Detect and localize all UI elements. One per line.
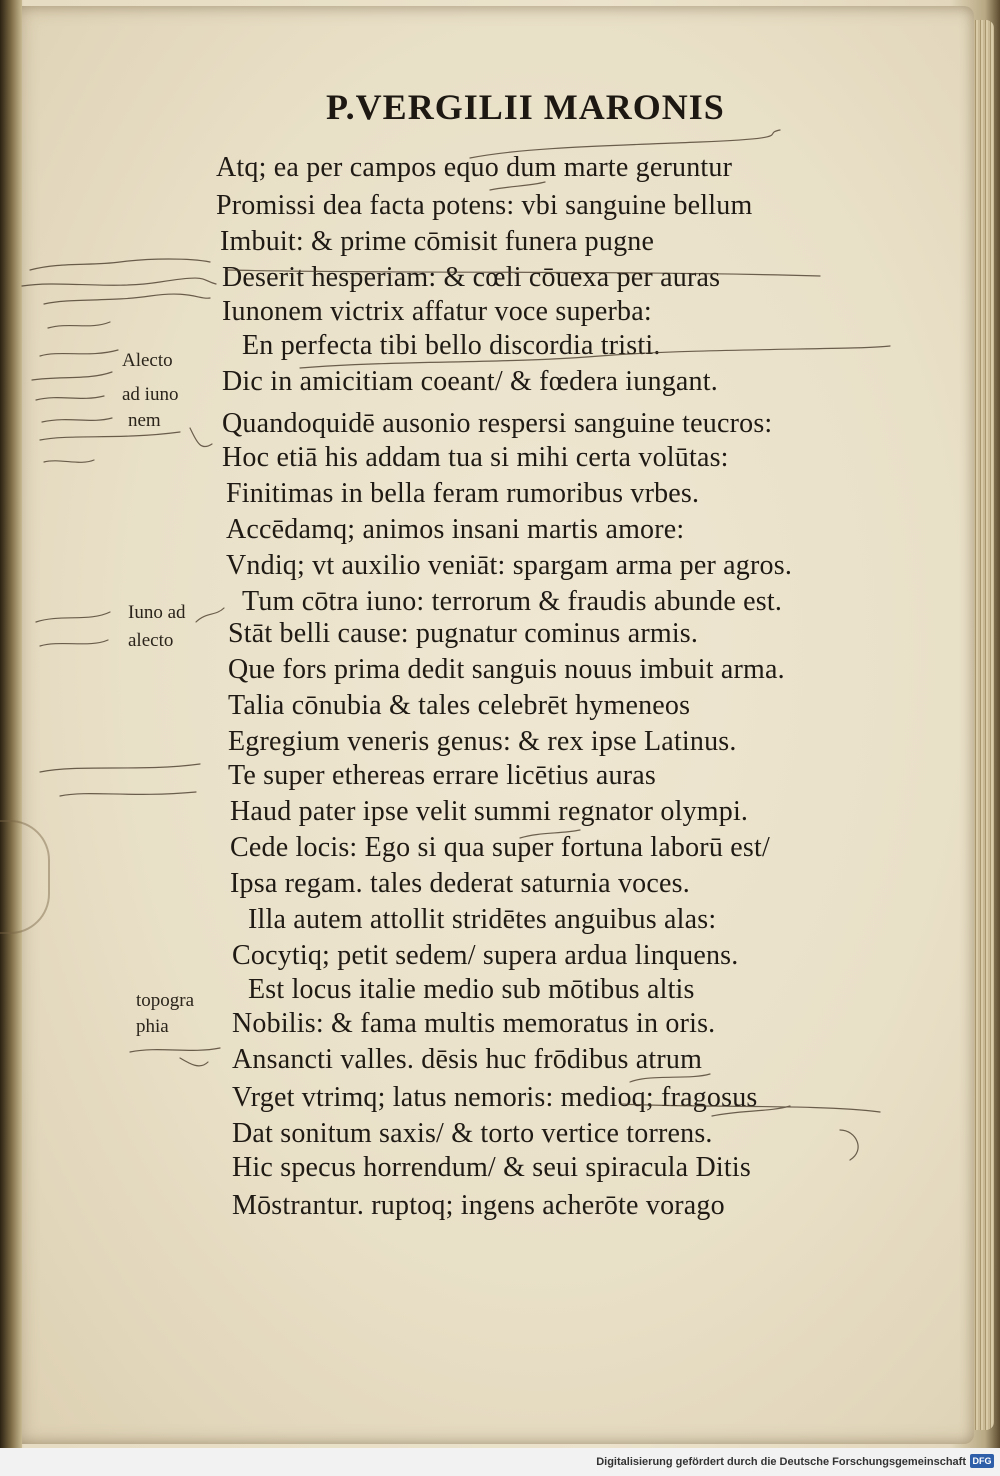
- verse-line: Nobilis: & fama multis memoratus in oris.: [232, 1008, 716, 1039]
- verse-line: Hoc etiā his addam tua si mihi certa volūtas:: [222, 442, 729, 473]
- verse-line: Promissi dea facta potens: vbi sanguine bellum: [216, 190, 753, 221]
- verse-line: Illa autem attollit stridētes anguibus alas:: [248, 904, 717, 935]
- gloss-iuno: alecto: [128, 630, 174, 651]
- verse-line: Te super ethereas errare licētius auras: [228, 760, 656, 791]
- verse-line: Dat sonitum saxis/ & torto vertice torrens.: [232, 1118, 713, 1149]
- verse-line: Imbuit: & prime cōmisit funera pugne: [220, 226, 655, 257]
- verse-line: Haud pater ipse velit summi regnator olympi.: [230, 796, 749, 827]
- verse-line: Vndiq; vt auxilio veniāt: spargam arma per agros.: [226, 550, 793, 581]
- verse-line: Atq; ea per campos equo dum marte geruntur: [216, 152, 733, 183]
- verse-line: Vrget vtrimq; latus nemoris: medioq; fragosus: [232, 1082, 758, 1113]
- verse-line: Quandoquidē ausonio respersi sanguine teucros:: [222, 408, 773, 439]
- page-title: P.VERGILII MARONIS: [326, 87, 725, 127]
- verse-line: Tum cōtra iuno: terrorum & fraudis abunde est.: [242, 586, 783, 617]
- verse-line: Iunonem victrix affatur voce superba:: [222, 296, 652, 327]
- verse-line: Egregium veneris genus: & rex ipse Latinus.: [228, 726, 737, 757]
- footer-bar: [0, 1448, 1000, 1476]
- verse-line: Cede locis: Ego si qua super fortuna laborū est/: [230, 832, 770, 863]
- verse-line: Finitimas in bella feram rumoribus vrbes.: [226, 478, 700, 509]
- clip-mark: [0, 820, 50, 934]
- verse-line: Mōstrantur. ruptoq; ingens acherōte vorago: [232, 1190, 725, 1221]
- dfg-logo: DFG: [970, 1454, 994, 1468]
- footer-credit: Digitalisierung gefördert durch die Deutsche Forschungsgemeinschaft: [596, 1456, 966, 1468]
- gloss-topographia: topogra: [136, 990, 195, 1011]
- verse-line: Est locus italie medio sub mōtibus altis: [248, 974, 695, 1005]
- verse-line: Hic specus horrendum/ & seui spiracula Ditis: [232, 1152, 751, 1183]
- gloss-alecto: Alecto: [122, 350, 173, 371]
- verse-line: Stāt belli cause: pugnatur cominus armis.: [228, 618, 699, 649]
- verse-line: Cocytiq; petit sedem/ supera ardua linquens.: [232, 940, 739, 971]
- verse-line: Que fors prima dedit sanguis nouus imbuit arma.: [228, 654, 785, 685]
- gloss-alecto: ad iuno: [122, 384, 179, 405]
- verse-line: Ipsa regam. tales dederat saturnia voces.: [230, 868, 690, 899]
- verse-line: Deserit hesperiam: & cœli cōuexa per auras: [222, 262, 721, 293]
- verse-line: Dic in amicitiam coeant/ & fœdera iungant.: [222, 366, 718, 397]
- gloss-topographia: phia: [136, 1016, 169, 1037]
- gloss-iuno: Iuno ad: [128, 602, 186, 623]
- verse-line: En perfecta tibi bello discordia tristi.: [242, 330, 661, 361]
- verse-line: Accēdamq; animos insani martis amore:: [226, 514, 685, 545]
- verse-line: Ansancti valles. dēsis huc frōdibus atrum: [232, 1044, 703, 1075]
- gloss-alecto: nem: [128, 410, 161, 431]
- verse-line: Talia cōnubia & tales celebrēt hymeneos: [228, 690, 691, 721]
- binding-edge: [0, 0, 22, 1450]
